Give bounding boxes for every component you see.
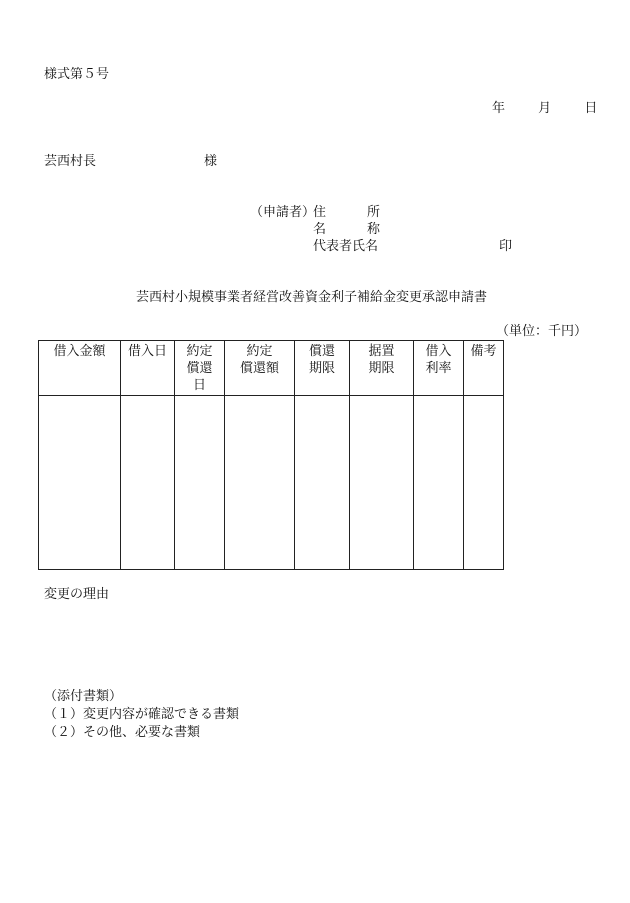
table-header-row bbox=[39, 341, 504, 396]
table-row bbox=[39, 396, 504, 570]
cell-loan-amount[interactable] bbox=[39, 396, 121, 570]
cell-loan-date[interactable] bbox=[121, 396, 175, 570]
loan-table bbox=[38, 340, 504, 570]
cell-repayment-term[interactable] bbox=[295, 396, 350, 570]
form-number: 様式第５号 bbox=[44, 67, 110, 82]
attachment-item: （２）その他、必要な書類 bbox=[44, 725, 201, 740]
addressee-honorific: 様 bbox=[204, 154, 218, 169]
cell-deferment-term[interactable] bbox=[350, 396, 414, 570]
col-repayment-term: 償還 期限 bbox=[295, 341, 350, 396]
date-month-label: 月 bbox=[538, 101, 552, 116]
attachments-header: （添付書類） bbox=[44, 689, 123, 704]
unit-note: （単位：千円） bbox=[496, 324, 588, 339]
cell-repayment-date[interactable] bbox=[175, 396, 225, 570]
col-repayment-amount: 約定 償還額 bbox=[225, 341, 295, 396]
cell-interest-rate[interactable] bbox=[414, 396, 464, 570]
col-interest-rate: 借入 利率 bbox=[414, 341, 464, 396]
applicant-label: （申請者） bbox=[250, 205, 316, 220]
date-line bbox=[492, 100, 597, 117]
cell-remarks[interactable] bbox=[464, 396, 504, 570]
name-label-2: 称 bbox=[367, 222, 381, 237]
col-deferment-term: 据置 期限 bbox=[350, 341, 414, 396]
col-loan-amount: 借入金額 bbox=[39, 341, 121, 396]
document-title: 芸西村小規模事業者経営改善資金利子補給金変更承認申請書 bbox=[136, 290, 488, 305]
col-remarks: 備考 bbox=[464, 341, 504, 396]
attachment-item: （１）変更内容が確認できる書類 bbox=[44, 707, 240, 722]
reason-label: 変更の理由 bbox=[44, 587, 110, 602]
col-loan-date: 借入日 bbox=[121, 341, 175, 396]
name-label-1: 名 bbox=[313, 222, 327, 237]
representative-label: 代表者氏名 bbox=[313, 239, 379, 254]
date-day-label: 日 bbox=[584, 101, 598, 116]
seal-mark: 印 bbox=[499, 239, 513, 254]
col-repayment-date: 約定 償還 日 bbox=[175, 341, 225, 396]
addressee-name: 芸西村長 bbox=[44, 154, 97, 169]
address-label-2: 所 bbox=[367, 205, 381, 220]
date-year-label: 年 bbox=[492, 101, 506, 116]
address-label-1: 住 bbox=[313, 205, 327, 220]
cell-repayment-amount[interactable] bbox=[225, 396, 295, 570]
